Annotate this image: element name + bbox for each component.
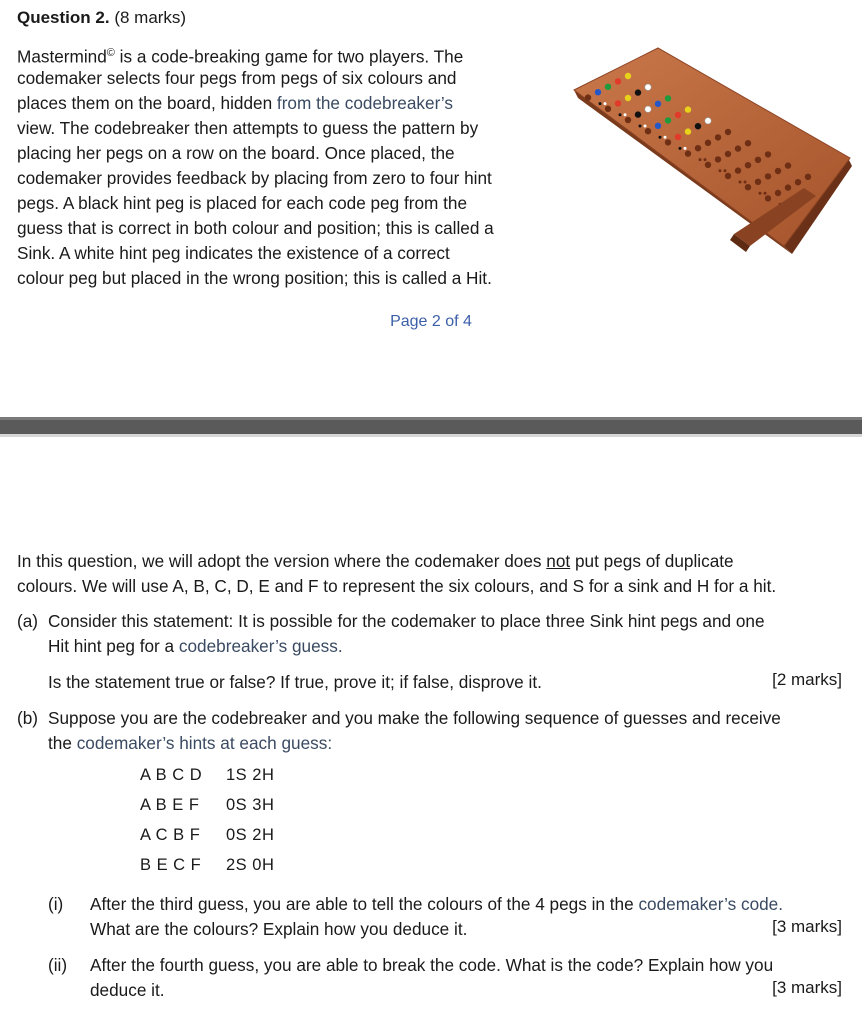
board-peg bbox=[685, 150, 691, 156]
board-peg bbox=[695, 145, 701, 151]
page-divider-shadow bbox=[0, 434, 862, 437]
board-peg bbox=[615, 78, 621, 84]
part-b-line-2: the codemaker’s hints at each guess: bbox=[48, 733, 333, 753]
adopt-line-1: In this question, we will adopt the version where the codemaker does not put pegs of duplicate bbox=[17, 551, 734, 571]
board-hint-peg bbox=[719, 169, 722, 172]
part-a-label: (a) bbox=[17, 611, 39, 631]
intro-line-3: places them on the board, hidden from the codebreaker’s bbox=[17, 93, 454, 113]
board-peg bbox=[745, 184, 751, 190]
sub-i-line-2: What are the colours? Explain how you deduce it. bbox=[90, 919, 468, 939]
board-peg bbox=[615, 100, 621, 106]
board-hint-peg bbox=[604, 102, 607, 105]
intro-line-5: placing her pegs on a row on the board. Once placed, the bbox=[17, 143, 455, 163]
sub-ii-marks: [3 marks] bbox=[772, 978, 842, 997]
sub-i-line-1: After the third guess, you are able to tell the colours of the 4 pegs in the codemaker’s code. bbox=[90, 894, 784, 914]
part-a-line-3: Is the statement true or false? If true, prove it; if false, disprove it. bbox=[48, 672, 542, 692]
intro-line-9: Sink. A white hint peg indicates the existence of a correct bbox=[17, 243, 450, 263]
board-peg bbox=[725, 151, 731, 157]
board-peg bbox=[665, 139, 671, 145]
board-hint-peg bbox=[639, 125, 642, 128]
board-peg bbox=[735, 145, 741, 151]
board-hint-peg bbox=[739, 181, 742, 184]
mastermind-board-svg bbox=[566, 38, 856, 260]
intro-line-6: codemaker provides feedback by placing from zero to four hint bbox=[17, 168, 492, 188]
board-hint-peg bbox=[724, 169, 727, 172]
intro-line-4: view. The codebreaker then attempts to guess the pattern by bbox=[17, 118, 479, 138]
board-peg bbox=[655, 123, 661, 129]
board-peg bbox=[685, 106, 691, 112]
board-peg bbox=[705, 162, 711, 168]
part-a-marks: [2 marks] bbox=[772, 670, 842, 689]
hint-3: 0S 2H bbox=[226, 826, 275, 844]
board-hint-peg bbox=[704, 158, 707, 161]
page-number: Page 2 of 4 bbox=[390, 313, 472, 330]
board-hint-peg bbox=[659, 136, 662, 139]
board-hint-peg bbox=[664, 136, 667, 139]
board-peg bbox=[705, 140, 711, 146]
board-peg bbox=[765, 195, 771, 201]
board-peg bbox=[645, 106, 651, 112]
board-peg bbox=[655, 101, 661, 107]
intro-line-8: guess that is correct in both colour and position; this is called a bbox=[17, 218, 494, 238]
board-peg bbox=[755, 157, 761, 163]
board-hint-peg bbox=[759, 192, 762, 195]
sub-ii-label: (ii) bbox=[48, 955, 68, 975]
board-peg bbox=[625, 117, 631, 123]
board-hint-peg bbox=[744, 181, 747, 184]
board-peg bbox=[725, 173, 731, 179]
board-peg bbox=[765, 173, 771, 179]
board-peg bbox=[795, 179, 801, 185]
board-peg bbox=[805, 174, 811, 180]
guess-1: A B C D bbox=[140, 766, 203, 784]
question-marks: (8 marks) bbox=[114, 8, 187, 27]
board-peg bbox=[715, 134, 721, 140]
board-hint-peg bbox=[764, 192, 767, 195]
intro-line-1: Mastermind© is a code-breaking game for two players. The bbox=[17, 46, 464, 67]
board-hint-peg bbox=[619, 113, 622, 116]
board-peg bbox=[775, 190, 781, 196]
sub-ii-line-2: deduce it. bbox=[90, 980, 165, 1000]
mastermind-board-icon bbox=[566, 38, 856, 260]
board-hint-peg bbox=[644, 125, 647, 128]
board-peg bbox=[675, 112, 681, 118]
guess-3: A C B F bbox=[140, 826, 201, 844]
board-peg bbox=[605, 106, 611, 112]
board-peg bbox=[605, 84, 611, 90]
sub-ii-line-1: After the fourth guess, you are able to break the code. What is the code? Explain how you bbox=[90, 955, 774, 975]
guess-2: A B E F bbox=[140, 796, 200, 814]
sub-i-marks: [3 marks] bbox=[772, 917, 842, 936]
hint-2: 0S 3H bbox=[226, 796, 275, 814]
board-hint-peg bbox=[699, 158, 702, 161]
board-peg bbox=[665, 117, 671, 123]
question-title bbox=[17, 8, 186, 28]
board-peg bbox=[675, 134, 681, 140]
board-peg bbox=[785, 162, 791, 168]
adopt-line-2: colours. We will use A, B, C, D, E and F to represent the six colours, and S for a sink and H for a hit. bbox=[17, 576, 777, 596]
board-peg bbox=[685, 128, 691, 134]
board-peg bbox=[635, 111, 641, 117]
hint-4: 2S 0H bbox=[226, 856, 275, 874]
part-a-line-2: Hit hint peg for a codebreaker’s guess. bbox=[48, 636, 343, 656]
board-hint-peg bbox=[679, 147, 682, 150]
sub-i-label: (i) bbox=[48, 894, 64, 914]
guess-4: B E C F bbox=[140, 856, 202, 874]
board-peg bbox=[665, 95, 671, 101]
board-peg bbox=[745, 162, 751, 168]
board-peg bbox=[725, 129, 731, 135]
board-peg bbox=[695, 123, 701, 129]
copyright-symbol: © bbox=[106, 47, 115, 59]
page-divider bbox=[0, 417, 862, 434]
intro-line-7: pegs. A black hint peg is placed for each code peg from the bbox=[17, 193, 468, 213]
question-number: Question 2. bbox=[17, 8, 110, 27]
board-peg bbox=[625, 73, 631, 79]
board-peg bbox=[765, 151, 771, 157]
board-hint-peg bbox=[599, 102, 602, 105]
hint-1: 1S 2H bbox=[226, 766, 275, 784]
part-a-line-1: Consider this statement: It is possible for the codemaker to place three Sink hint pegs and one bbox=[48, 611, 765, 631]
board-peg bbox=[625, 95, 631, 101]
board-hint-peg bbox=[624, 113, 627, 116]
board-hint-peg bbox=[684, 147, 687, 150]
board-peg bbox=[645, 84, 651, 90]
part-b-label: (b) bbox=[17, 708, 39, 728]
intro-line-10: colour peg but placed in the wrong position; this is called a Hit. bbox=[17, 268, 492, 288]
board-peg bbox=[715, 156, 721, 162]
board-peg bbox=[635, 89, 641, 95]
board-peg bbox=[595, 89, 601, 95]
board-peg bbox=[785, 184, 791, 190]
board-peg bbox=[585, 94, 591, 100]
board-peg bbox=[735, 167, 741, 173]
board-peg bbox=[775, 168, 781, 174]
board-peg bbox=[705, 118, 711, 124]
board-peg bbox=[645, 128, 651, 134]
board-peg bbox=[745, 140, 751, 146]
part-b-line-1: Suppose you are the codebreaker and you make the following sequence of guesses and receive bbox=[48, 708, 781, 728]
board-peg bbox=[755, 179, 761, 185]
intro-line-2: codemaker selects four pegs from pegs of six colours and bbox=[17, 68, 457, 88]
not-underlined: not bbox=[546, 551, 571, 571]
